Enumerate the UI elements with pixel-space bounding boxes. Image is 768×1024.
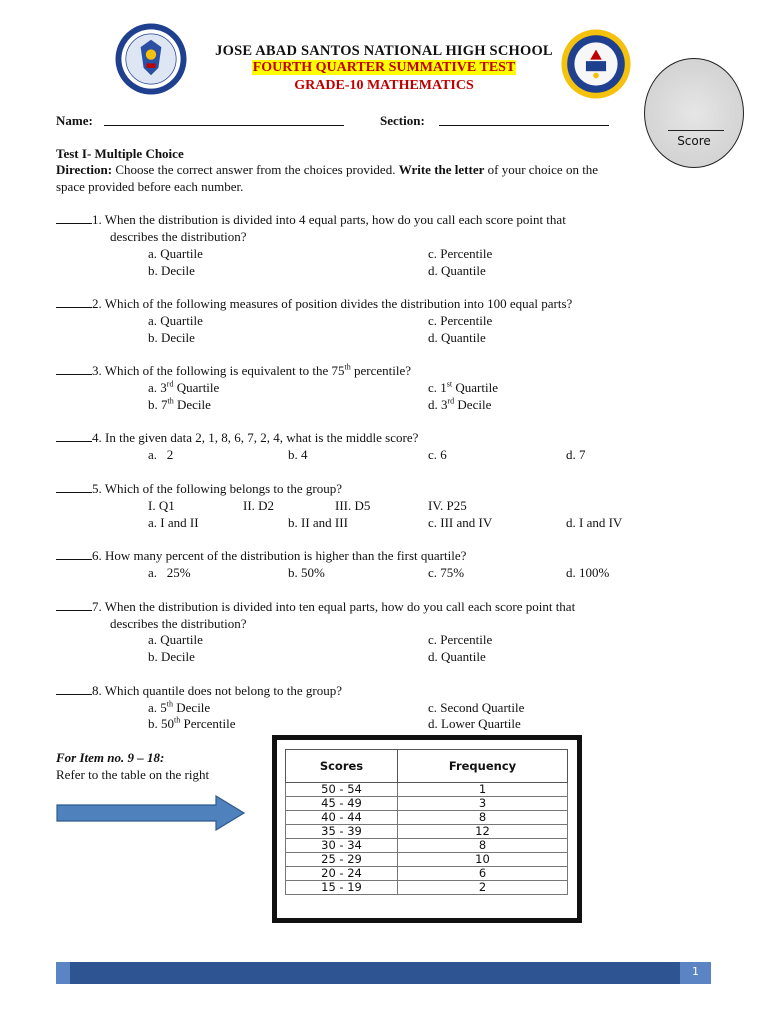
answer-blank-5[interactable]: [56, 481, 92, 493]
section-label: Section:: [380, 113, 425, 128]
question-3: [56, 363, 411, 379]
name-field[interactable]: [104, 125, 344, 126]
score-cell: 35 - 39: [286, 825, 398, 839]
column-header-scores: Scores: [286, 750, 398, 783]
frequency-cell: 1: [398, 783, 568, 797]
choice-d: d. Quantile: [428, 330, 486, 345]
option-iii: III. D5: [335, 498, 371, 513]
name-label: Name:: [56, 113, 93, 128]
frequency-cell: 10: [398, 853, 568, 867]
question-text: Which of the following is equivalent to the 75: [104, 363, 345, 378]
choice-a: a. 3rd Quartile: [148, 379, 220, 395]
choice-d: d. 7: [566, 447, 586, 462]
choice-c: c. Percentile: [428, 632, 493, 647]
table-row: [286, 867, 568, 881]
frequency-cell: 2: [398, 881, 568, 895]
question-6: [56, 548, 466, 564]
direction-part-1: Choose the correct answer from the choices provided.: [112, 162, 399, 177]
choice-c: c. Percentile: [428, 246, 493, 261]
test-title: [0, 60, 768, 76]
table-row: [286, 853, 568, 867]
question-text: When the distribution is divided into ten equal parts, how do you call each score point that: [104, 599, 576, 614]
choice-c: c. Second Quartile: [428, 700, 525, 715]
table-row: [286, 811, 568, 825]
direction-part-3: space provided before each number.: [56, 178, 244, 194]
option-i: I. Q1: [148, 498, 175, 513]
question-2: [56, 296, 572, 312]
answer-blank-6[interactable]: [56, 548, 92, 560]
frequency-cell: 8: [398, 839, 568, 853]
score-blank-line[interactable]: [668, 130, 724, 131]
choice-c: c. 6: [428, 447, 447, 462]
test-title-text: FOURTH QUARTER SUMMATIVE TEST: [252, 60, 516, 75]
choice-d: d. Quantile: [428, 649, 486, 664]
score-box: [644, 58, 744, 168]
table-row: [286, 783, 568, 797]
choice-b: b. 4: [288, 447, 308, 462]
school-name: JOSE ABAD SANTOS NATIONAL HIGH SCHOOL: [215, 43, 553, 59]
page-number: 1: [692, 965, 699, 978]
score-cell: 50 - 54: [286, 783, 398, 797]
question-text-end: percentile?: [350, 363, 411, 378]
items-heading: For Item no. 9 – 18:: [56, 750, 165, 765]
column-header-frequency: Frequency: [398, 750, 568, 783]
direction-part-2: of your choice on the: [484, 162, 599, 177]
question-text: Which of the following belongs to the group?: [104, 481, 342, 496]
question-1-cont: describes the distribution?: [110, 229, 247, 244]
question-text: In the given data 2, 1, 8, 6, 7, 2, 4, what is the middle score?: [105, 430, 419, 445]
answer-blank-8[interactable]: [56, 683, 92, 695]
table-header-row: [286, 750, 568, 783]
question-5: [56, 481, 342, 497]
score-cell: 30 - 34: [286, 839, 398, 853]
choice-c: c. III and IV: [428, 515, 493, 530]
choice-d: d. 100%: [566, 565, 610, 580]
score-cell: 15 - 19: [286, 881, 398, 895]
direction-text: [56, 162, 706, 196]
choice-b: b. Decile: [148, 649, 195, 664]
answer-blank-1[interactable]: [56, 212, 92, 224]
items-subtext: Refer to the table on the right: [56, 767, 210, 782]
choice-c: c. 1st Quartile: [428, 379, 498, 395]
score-cell: 40 - 44: [286, 811, 398, 825]
question-number: 5.: [92, 481, 102, 496]
question-number: 8.: [92, 683, 102, 698]
choice-b: b. 50th Percentile: [148, 715, 236, 731]
question-7-cont: describes the distribution?: [110, 616, 247, 631]
question-number: 2.: [92, 296, 102, 311]
choice-a: a. 25%: [148, 565, 191, 580]
section-field[interactable]: [439, 125, 609, 126]
answer-blank-7[interactable]: [56, 599, 92, 611]
frequency-table: [285, 749, 568, 895]
choice-d: d. Quantile: [428, 263, 486, 278]
choice-d: d. I and IV: [566, 515, 623, 530]
choice-a: a. Quartile: [148, 246, 203, 261]
right-arrow-icon: [56, 795, 246, 831]
frequency-cell: 3: [398, 797, 568, 811]
choice-b: b. 7th Decile: [148, 396, 211, 412]
question-text: When the distribution is divided into 4 equal parts, how do you call each score point that: [104, 212, 566, 227]
direction-label: Direction:: [56, 162, 113, 177]
choice-a: a. I and II: [148, 515, 199, 530]
choice-b: b. Decile: [148, 330, 195, 345]
choice-c: c. 75%: [428, 565, 465, 580]
test-heading: Test I- Multiple Choice: [56, 146, 184, 161]
choice-d: d. Lower Quartile: [428, 716, 521, 731]
question-number: 7.: [92, 599, 102, 614]
question-number: 3.: [92, 363, 102, 378]
choice-a: a. 5th Decile: [148, 699, 211, 715]
grade-title: GRADE-10 MATHEMATICS: [294, 78, 474, 93]
answer-blank-4[interactable]: [56, 430, 92, 442]
score-cell: 45 - 49: [286, 797, 398, 811]
choice-a: a. Quartile: [148, 632, 203, 647]
question-text: Which of the following measures of position divides the distribution into 100 equal parts?: [104, 296, 573, 311]
question-4: [56, 430, 418, 446]
frequency-cell: 12: [398, 825, 568, 839]
choice-a: a. 2: [148, 447, 174, 462]
answer-blank-2[interactable]: [56, 296, 92, 308]
option-ii: II. D2: [243, 498, 275, 513]
table-row: [286, 839, 568, 853]
choice-d: d. 3rd Decile: [428, 396, 492, 412]
score-label: Score: [677, 134, 711, 148]
choice-b: b. II and III: [288, 515, 348, 530]
question-8: [56, 683, 342, 699]
question-1: [56, 212, 566, 228]
choice-a: a. Quartile: [148, 313, 203, 328]
choice-c: c. Percentile: [428, 313, 493, 328]
table-row: [286, 881, 568, 895]
table-row: [286, 825, 568, 839]
question-number: 6.: [92, 548, 102, 563]
frequency-cell: 8: [398, 811, 568, 825]
question-number: 4.: [92, 430, 102, 445]
question-7: [56, 599, 575, 615]
footer-bar-accent: [56, 962, 70, 984]
footer-bar: [56, 962, 711, 984]
score-cell: 25 - 29: [286, 853, 398, 867]
choice-b: b. Decile: [148, 263, 195, 278]
answer-blank-3[interactable]: [56, 363, 92, 375]
question-text: How many percent of the distribution is higher than the first quartile?: [105, 548, 467, 563]
score-cell: 20 - 24: [286, 867, 398, 881]
question-number: 1.: [92, 212, 102, 227]
frequency-cell: 6: [398, 867, 568, 881]
direction-bold: Write the letter: [398, 162, 485, 177]
table-row: [286, 797, 568, 811]
option-iv: IV. P25: [428, 498, 467, 513]
superscript: th: [344, 362, 351, 372]
choice-b: b. 50%: [288, 565, 325, 580]
question-text: Which quantile does not belong to the group?: [104, 683, 342, 698]
